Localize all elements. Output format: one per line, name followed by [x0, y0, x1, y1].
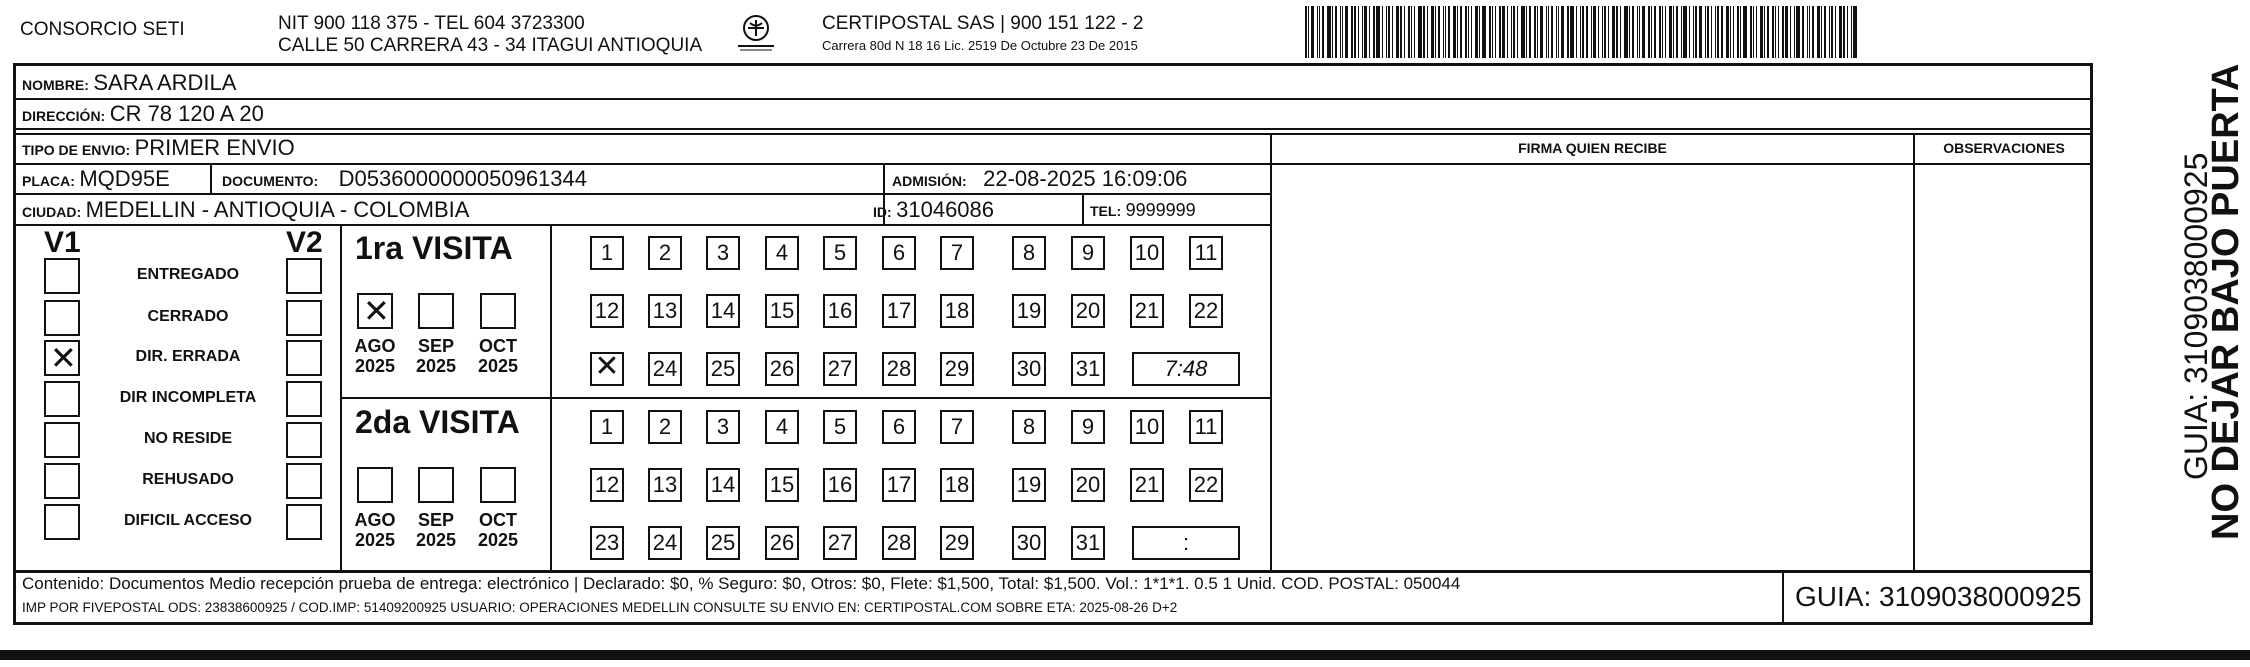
month-name: AGO — [354, 336, 396, 356]
barcode-bar — [1386, 6, 1387, 58]
guia-box: GUIA: 3109038000925 — [1795, 581, 2082, 612]
id-label: ID: — [873, 204, 892, 220]
month-year: 2025 — [415, 530, 457, 550]
visit-1-day-16[interactable]: 16 — [823, 294, 857, 328]
barcode-bar — [1388, 6, 1390, 58]
visit-2-day-20[interactable]: 20 — [1071, 468, 1105, 502]
barcode-bar — [1358, 6, 1359, 58]
visit-2-day-14[interactable]: 14 — [706, 468, 740, 502]
visit-1-month-checkbox-0[interactable] — [357, 293, 393, 329]
barcode-bar — [1322, 6, 1324, 58]
visit-month-label — [347, 336, 403, 376]
barcode-bar — [1495, 6, 1496, 58]
barcode-bar — [1676, 6, 1678, 58]
barcode-bar — [1540, 6, 1543, 58]
barcode-bar — [1753, 6, 1754, 58]
barcode-bar — [1699, 6, 1702, 58]
visit-month-label — [408, 336, 464, 376]
visit-1-day-15[interactable]: 15 — [765, 294, 799, 328]
barcode-bar — [1733, 6, 1734, 58]
barcode-bar — [1521, 6, 1525, 58]
visit-1-day-24[interactable]: 24 — [648, 352, 682, 386]
status-reason-label: DIR INCOMPLETA — [119, 389, 257, 406]
visit-1-day-4[interactable]: 4 — [765, 236, 799, 270]
visit-2-day-26[interactable]: 26 — [765, 526, 799, 560]
visit-2-month-checkbox-0[interactable] — [357, 467, 393, 503]
visit-2-day-2[interactable]: 2 — [648, 410, 682, 444]
barcode-bar — [1740, 6, 1741, 58]
barcode-bar — [1821, 6, 1822, 58]
plate: MQD95E — [79, 166, 170, 191]
barcode-bar — [1809, 6, 1810, 58]
barcode-bar — [1482, 6, 1486, 58]
barcode-bar — [1537, 6, 1538, 58]
visit-1-month-checkbox-2[interactable] — [480, 293, 516, 329]
barcode-bar — [1354, 6, 1356, 58]
barcode-bar — [1396, 6, 1399, 58]
recipient-id: 31046086 — [896, 197, 995, 222]
barcode-bar — [1317, 6, 1318, 58]
visit-2-day-19[interactable]: 19 — [1012, 468, 1046, 502]
barcode-bar — [1616, 6, 1618, 58]
address-label: DIRECCIÓN: — [22, 108, 106, 124]
barcode-bar — [1778, 6, 1779, 58]
visit-2-month-checkbox-2[interactable] — [480, 467, 516, 503]
recipient-name: SARA ARDILA — [93, 70, 237, 95]
barcode-bar — [1764, 6, 1765, 58]
barcode-bar — [1308, 6, 1309, 58]
barcode-bar — [1369, 6, 1370, 58]
visit-2-day-7[interactable]: 7 — [940, 410, 974, 444]
visit-1-day-19[interactable]: 19 — [1012, 294, 1046, 328]
barcode-bar — [1705, 6, 1706, 58]
month-name: SEP — [417, 510, 455, 530]
barcode-bar — [1517, 6, 1518, 58]
status-reason-label: DIR. ERRADA — [135, 348, 241, 365]
barcode-bar — [1582, 6, 1584, 58]
barcode-bar — [1479, 6, 1480, 58]
signature-area[interactable] — [1272, 166, 1913, 570]
barcode-bar — [1629, 6, 1630, 58]
name-label: NOMBRE: — [22, 77, 89, 93]
barcode-bar — [1782, 6, 1784, 58]
visit-2-day-13[interactable]: 13 — [648, 468, 682, 502]
v2-label: V2 — [286, 226, 323, 259]
barcode-bar — [1711, 6, 1712, 58]
visit-1-day-2[interactable]: 2 — [648, 236, 682, 270]
visit-2-day-31[interactable]: 31 — [1071, 526, 1105, 560]
v1-label: V1 — [44, 226, 81, 259]
barcode-bar — [1648, 6, 1650, 58]
visit-2-day-1[interactable]: 1 — [590, 410, 624, 444]
barcode-bar — [1796, 6, 1800, 58]
barcode-bar — [1608, 6, 1609, 58]
barcode-bar — [1362, 6, 1363, 58]
month-year: 2025 — [354, 356, 396, 376]
month-name: AGO — [354, 510, 396, 530]
visit-1-day-21[interactable]: 21 — [1130, 294, 1164, 328]
visit-2-day-24[interactable]: 24 — [648, 526, 682, 560]
visit-1-day-5[interactable]: 5 — [823, 236, 857, 270]
visit-month-label — [470, 510, 526, 550]
plate-label: PLACA: — [22, 173, 75, 189]
barcode-bar — [1743, 6, 1747, 58]
visit-1-day-1[interactable]: 1 — [590, 236, 624, 270]
visit-1-day-31[interactable]: 31 — [1071, 352, 1105, 386]
status-reason-label: REHUSADO — [142, 471, 234, 488]
barcode-bar — [1471, 6, 1472, 58]
barcode-bar — [1556, 6, 1557, 58]
barcode-bar — [1327, 6, 1331, 58]
v1-checkbox-2[interactable] — [44, 340, 80, 376]
visit-1-day-29[interactable]: 29 — [940, 352, 974, 386]
barcode-bar — [1853, 6, 1857, 58]
barcode-bar — [1561, 6, 1564, 58]
visit-2-day-28[interactable]: 28 — [882, 526, 916, 560]
barcode-bar — [1689, 6, 1690, 58]
barcode-bar — [1513, 6, 1515, 58]
barcode-bar — [1790, 6, 1791, 58]
barcode-bar — [1453, 6, 1456, 58]
v2-checkbox-1[interactable] — [286, 300, 322, 336]
barcode-bar — [1414, 6, 1415, 58]
barcode-bar — [1534, 6, 1536, 58]
postal-logo-icon — [732, 12, 780, 56]
barcode-bar — [1824, 6, 1826, 58]
visit-month-label — [408, 510, 464, 550]
barcode-bar — [1673, 6, 1674, 58]
barcode-bar — [1750, 6, 1752, 58]
barcode-bar — [1431, 6, 1434, 58]
visit-title-2: 2da VISITA — [355, 404, 520, 440]
barcode-bar — [1602, 6, 1603, 58]
v1-checkbox-4[interactable] — [44, 422, 80, 458]
visit-1-day-14[interactable]: 14 — [706, 294, 740, 328]
visit-2-day-29[interactable]: 29 — [940, 526, 974, 560]
barcode-bar — [1460, 6, 1462, 58]
barcode-bar — [1620, 6, 1621, 58]
barcode-bar — [1548, 6, 1549, 58]
barcode-bar — [1529, 6, 1531, 58]
visit-1-day-25[interactable]: 25 — [706, 352, 740, 386]
recipient-address: CR 78 120 A 20 — [109, 101, 264, 126]
barcode-bar — [1726, 6, 1729, 58]
month-year: 2025 — [354, 530, 396, 550]
visit-1-day-18[interactable]: 18 — [940, 294, 974, 328]
barcode-bar — [1570, 6, 1574, 58]
barcode-bar — [1376, 6, 1380, 58]
barcode-bar — [1642, 6, 1645, 58]
nit-line: NIT 900 118 375 - TEL 604 3723300 — [278, 13, 585, 34]
month-year: 2025 — [477, 356, 519, 376]
visit-2-day-8[interactable]: 8 — [1012, 410, 1046, 444]
barcode-bar — [1715, 6, 1716, 58]
barcode-bar — [1404, 6, 1405, 58]
month-year: 2025 — [477, 530, 519, 550]
barcode-bar — [1772, 6, 1774, 58]
barcode-bar — [1721, 6, 1723, 58]
barcode-bar — [1624, 6, 1628, 58]
barcode-bar — [1364, 6, 1367, 58]
barcode-bar — [1831, 6, 1833, 58]
barcode-bar — [1812, 6, 1814, 58]
visit-2-day-16[interactable]: 16 — [823, 468, 857, 502]
barcode-bar — [1586, 6, 1588, 58]
v2-checkbox-3[interactable] — [286, 381, 322, 417]
month-name: SEP — [417, 336, 455, 356]
barcode-bar — [1802, 6, 1804, 58]
month-name: OCT — [479, 336, 517, 356]
city: MEDELLIN - ANTIOQUIA - COLOMBIA — [85, 197, 470, 222]
visit-2-month-checkbox-1[interactable] — [418, 467, 454, 503]
barcode-bar — [1427, 6, 1428, 58]
barcode-bar — [1847, 6, 1848, 58]
visit-2-day-22[interactable]: 22 — [1189, 468, 1223, 502]
visit-month-label — [470, 336, 526, 376]
visit-1-month-checkbox-1[interactable] — [418, 293, 454, 329]
v1-checkbox-5[interactable] — [44, 463, 80, 499]
barcode-bar — [1551, 6, 1553, 58]
barcode-bar — [1730, 6, 1731, 58]
barcode-bar — [1443, 6, 1444, 58]
barcode-bar — [1489, 6, 1491, 58]
observations-label: OBSERVACIONES — [1943, 140, 2065, 156]
tel-label: TEL: — [1090, 203, 1122, 219]
visit-2-day-4[interactable]: 4 — [765, 410, 799, 444]
barcode-bar — [1448, 6, 1450, 58]
certipostal-line: CERTIPOSTAL SAS | 900 151 122 - 2 — [822, 13, 1144, 34]
barcode-bar — [1475, 6, 1478, 58]
visit-2-day-17[interactable]: 17 — [882, 468, 916, 502]
barcode-bar — [1319, 6, 1320, 58]
barcode-bar — [1807, 6, 1808, 58]
visit-2-day-3[interactable]: 3 — [706, 410, 740, 444]
visit-2-day-5[interactable]: 5 — [823, 410, 857, 444]
barcode-bar — [1839, 6, 1842, 58]
visit-2-day-6[interactable]: 6 — [882, 410, 916, 444]
barcode-bar — [1351, 6, 1353, 58]
visit-1-day-30[interactable]: 30 — [1012, 352, 1046, 386]
document-number: D0536000000050961344 — [338, 166, 587, 191]
admission-label: ADMISIÓN: — [892, 173, 967, 189]
barcode-bar — [1580, 6, 1581, 58]
admission-datetime: 22-08-2025 16:09:06 — [983, 166, 1188, 191]
barcode-bar — [1604, 6, 1606, 58]
barcode-bar — [1695, 6, 1697, 58]
visit-1-day-22[interactable]: 22 — [1189, 294, 1223, 328]
barcode-bar — [1435, 6, 1436, 58]
barcode-bar — [1507, 6, 1508, 58]
visit-2-day-23[interactable]: 23 — [590, 526, 624, 560]
visit-2-day-30[interactable]: 30 — [1012, 526, 1046, 560]
v1-checkbox-1[interactable] — [44, 300, 80, 336]
barcode-bar — [1593, 6, 1596, 58]
observations-area[interactable] — [1915, 166, 2093, 570]
barcode-bar — [1526, 6, 1527, 58]
side-guia: GUIA: 3109038000925 — [2178, 152, 2214, 480]
month-name: OCT — [479, 510, 517, 530]
city-label: CIUDAD: — [22, 204, 82, 220]
v2-checkbox-4[interactable] — [286, 422, 322, 458]
barcode-bar — [1418, 6, 1422, 58]
barcode-bar — [1707, 6, 1709, 58]
barcode-bar — [1737, 6, 1739, 58]
v2-checkbox-2[interactable] — [286, 340, 322, 376]
visit-1-day-27[interactable]: 27 — [823, 352, 857, 386]
visit-2-day-21[interactable]: 21 — [1130, 468, 1164, 502]
barcode-bar — [1829, 6, 1830, 58]
barcode-bar — [1423, 6, 1425, 58]
visit-1-day-13[interactable]: 13 — [648, 294, 682, 328]
visit-2-day-11[interactable]: 11 — [1189, 410, 1223, 444]
address-line: CALLE 50 CARRERA 43 - 34 ITAGUI ANTIOQUIA — [278, 35, 703, 56]
barcode-bar — [1654, 6, 1656, 58]
recipient-tel: 9999999 — [1125, 200, 1196, 220]
barcode-bar — [1411, 6, 1412, 58]
barcode-bar — [1392, 6, 1393, 58]
barcode-bar — [1546, 6, 1547, 58]
barcode-bar — [1843, 6, 1845, 58]
visit-1-day-10[interactable]: 10 — [1130, 236, 1164, 270]
barcode-bar — [1851, 6, 1852, 58]
v2-checkbox-5[interactable] — [286, 463, 322, 499]
v1-checkbox-6[interactable] — [44, 504, 80, 540]
barcode-bar — [1794, 6, 1795, 58]
visit-1-day-12[interactable]: 12 — [590, 294, 624, 328]
visit-month-label — [347, 510, 403, 550]
month-year: 2025 — [415, 356, 457, 376]
barcode-bar — [1340, 6, 1341, 58]
visit-2-day-15[interactable]: 15 — [765, 468, 799, 502]
receiver-signature-label: FIRMA QUIEN RECIBE — [1518, 140, 1667, 156]
barcode — [1305, 6, 2225, 58]
barcode-bar — [1502, 6, 1505, 58]
barcode-bar — [1665, 6, 1666, 58]
content-line: Contenido: Documentos Medio recepción prueba de entrega: electrónico | Declarado: $0, % Seguro: $0, Otros: $0, Flete: $1,500, Total: $1,500. Vol.: 1*1*1. 0.5 1 Unid. COD. POSTAL: 050044 — [22, 574, 1461, 593]
barcode-bar — [1785, 6, 1788, 58]
barcode-bar — [1342, 6, 1343, 58]
visit-2-day-18[interactable]: 18 — [940, 468, 974, 502]
visit-1-day-26[interactable]: 26 — [765, 352, 799, 386]
barcode-bar — [1465, 6, 1467, 58]
barcode-bar — [1717, 6, 1719, 58]
v1-checkbox-0[interactable] — [44, 258, 80, 294]
barcode-bar — [1760, 6, 1763, 58]
shipment-type: PRIMER ENVIO — [134, 135, 295, 160]
barcode-bar — [1681, 6, 1682, 58]
barcode-bar — [1311, 6, 1314, 58]
barcode-bar — [1567, 6, 1569, 58]
barcode-bar — [1767, 6, 1769, 58]
visit-1-day-28[interactable]: 28 — [882, 352, 916, 386]
barcode-bar — [1598, 6, 1599, 58]
visit-2-time-field[interactable]: : — [1132, 526, 1240, 560]
barcode-bar — [1499, 6, 1501, 58]
barcode-bar — [1632, 6, 1634, 58]
barcode-bar — [1511, 6, 1512, 58]
v1-checkbox-3[interactable] — [44, 381, 80, 417]
barcode-bar — [1817, 6, 1820, 58]
barcode-bar — [1457, 6, 1458, 58]
barcode-bar — [1492, 6, 1493, 58]
barcode-bar — [1373, 6, 1375, 58]
barcode-bar — [1438, 6, 1440, 58]
imp-line: IMP POR FIVEPOSTAL ODS: 23838600925 / COD.IMP: 51409200925 USUARIO: OPERACIONES MEDELLIN CONSULTE SU ENVIO EN: CERTIPOSTAL.COM SOBRE ETA: 2025-08-26 D+2 — [22, 600, 1178, 615]
barcode-bar — [1756, 6, 1757, 58]
visit-1-day-3[interactable]: 3 — [706, 236, 740, 270]
status-reason-label: DIFICIL ACCESO — [123, 512, 252, 529]
visit-title-1: 1ra VISITA — [355, 230, 513, 266]
barcode-bar — [1639, 6, 1640, 58]
barcode-bar — [1835, 6, 1836, 58]
barcode-bar — [1662, 6, 1663, 58]
barcode-bar — [1693, 6, 1694, 58]
status-reason-label: ENTREGADO — [136, 266, 240, 283]
visit-1-day-11[interactable]: 11 — [1189, 236, 1223, 270]
document-label: DOCUMENTO: — [222, 173, 319, 189]
visit-1-day-9[interactable]: 9 — [1071, 236, 1105, 270]
barcode-bar — [1445, 6, 1446, 58]
barcode-bar — [1408, 6, 1410, 58]
barcode-bar — [1558, 6, 1559, 58]
visit-1-time-field[interactable]: 7:48 — [1132, 352, 1240, 386]
visit-1-day-7[interactable]: 7 — [940, 236, 974, 270]
visit-1-day-6[interactable]: 6 — [882, 236, 916, 270]
v2-checkbox-6[interactable] — [286, 504, 322, 540]
barcode-bar — [1683, 6, 1687, 58]
barcode-bar — [1576, 6, 1577, 58]
license-line: Carrera 80d N 18 16 Lic. 2519 De Octubre 23 De 2015 — [822, 38, 1138, 53]
visit-2-day-10[interactable]: 10 — [1130, 410, 1164, 444]
barcode-bar — [1332, 6, 1333, 58]
barcode-bar — [1382, 6, 1383, 58]
visit-1-day-20[interactable]: 20 — [1071, 294, 1105, 328]
barcode-bar — [1468, 6, 1469, 58]
visit-2-day-12[interactable]: 12 — [590, 468, 624, 502]
barcode-bar — [1669, 6, 1672, 58]
status-reason-label: CERRADO — [147, 308, 229, 325]
barcode-bar — [1400, 6, 1402, 58]
visit-1-day-17[interactable]: 17 — [882, 294, 916, 328]
no-dejar-bajo-puerta: NO DEJAR BAJO PUERTA — [2205, 63, 2247, 540]
visit-1-day-23[interactable] — [590, 352, 624, 386]
barcode-bar — [1305, 6, 1307, 58]
barcode-bar — [1775, 6, 1776, 58]
status-reason-label: NO RESIDE — [143, 430, 232, 447]
shipment-type-label: TIPO DE ENVIO: — [22, 142, 131, 158]
visit-2-day-25[interactable]: 25 — [706, 526, 740, 560]
barcode-bar — [1345, 6, 1348, 58]
barcode-bar — [1659, 6, 1661, 58]
company-name: CONSORCIO SETI — [20, 19, 185, 40]
barcode-bar — [1612, 6, 1615, 58]
barcode-bar — [1637, 6, 1638, 58]
visit-2-day-27[interactable]: 27 — [823, 526, 857, 560]
v2-checkbox-0[interactable] — [286, 258, 322, 294]
visit-1-day-8[interactable]: 8 — [1012, 236, 1046, 270]
barcode-bar — [1335, 6, 1337, 58]
visit-2-day-9[interactable]: 9 — [1071, 410, 1105, 444]
barcode-bar — [1591, 6, 1592, 58]
barcode-bar — [1651, 6, 1652, 58]
